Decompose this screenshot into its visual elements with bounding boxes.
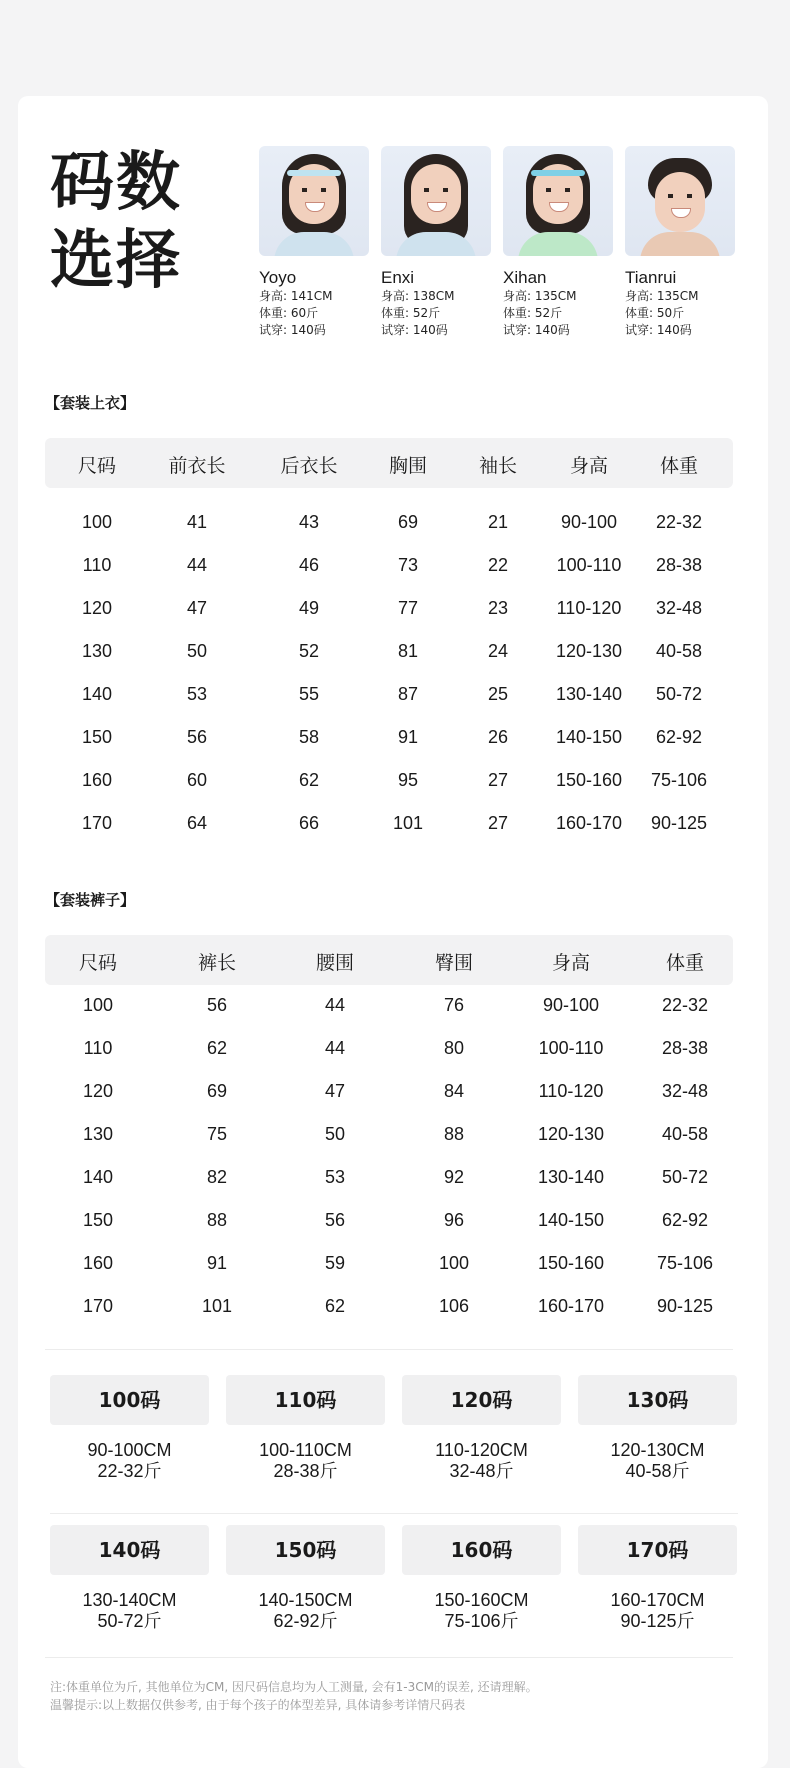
table-cell: 62-92 (655, 727, 703, 747)
model-height: 身高: 138CM (381, 289, 455, 303)
table-cell: 75-106 (650, 770, 708, 790)
table-cell: 101 (201, 1296, 233, 1316)
table-cell: 26 (487, 727, 509, 747)
table-cell: 52 (298, 641, 320, 661)
column-header: 体重 (659, 455, 699, 477)
table-cell: 62 (298, 770, 320, 790)
table-cell: 140 (82, 1167, 114, 1187)
table-cell: 110 (83, 1038, 113, 1058)
size-weight: 28-38斤 (273, 1461, 338, 1481)
size-height: 140-150CM (258, 1590, 353, 1610)
table-cell: 62-92 (661, 1210, 709, 1230)
table-cell: 27 (487, 770, 509, 790)
model-tried-size: 试穿: 140码 (503, 323, 570, 337)
table-cell: 160 (81, 770, 113, 790)
table-cell: 44 (324, 995, 346, 1015)
table-cell: 50 (324, 1124, 346, 1144)
table-cell: 50 (186, 641, 208, 661)
table-cell: 32-48 (655, 598, 703, 618)
model-tried-size: 试穿: 140码 (381, 323, 448, 337)
table-cell: 100-110 (538, 1038, 604, 1058)
table-cell: 91 (206, 1253, 228, 1273)
table-row (45, 1114, 733, 1157)
model-height: 身高: 135CM (503, 289, 577, 303)
table-row (45, 1071, 733, 1114)
column-header: 尺码 (78, 952, 118, 974)
table-cell: 101 (392, 813, 424, 833)
table-cell: 59 (324, 1253, 346, 1273)
size-height: 160-170CM (610, 1590, 705, 1610)
table-cell: 88 (206, 1210, 228, 1230)
table-cell: 53 (186, 684, 208, 704)
table-cell: 90-125 (650, 813, 708, 833)
table-header (45, 438, 733, 488)
table-cell: 21 (487, 512, 509, 532)
divider (45, 1349, 733, 1350)
table-cell: 95 (397, 770, 419, 790)
table-cell: 130-140 (537, 1167, 605, 1187)
table-cell: 90-100 (542, 995, 600, 1015)
size-card (578, 1375, 737, 1482)
model-name: Enxi (381, 268, 415, 287)
divider (50, 1513, 738, 1514)
table-cell: 120 (82, 1081, 114, 1101)
table-cell: 160-170 (555, 813, 623, 833)
size-card (50, 1375, 209, 1482)
size-guide (50, 1375, 738, 1675)
table-cell: 110-120 (556, 598, 622, 618)
table-cell: 90-125 (656, 1296, 714, 1316)
note-line: 注:体重单位为斤, 其他单位为CM, 因尺码信息均为人工测量, 会有1-3CM的误差, 还请理解。 (50, 1680, 538, 1694)
table-header (45, 935, 733, 985)
table-cell: 87 (397, 684, 419, 704)
table-cell: 150-160 (537, 1253, 605, 1273)
table-cell: 88 (443, 1124, 465, 1144)
table-cell: 46 (298, 555, 320, 575)
table-cell: 81 (397, 641, 419, 661)
table-cell: 58 (298, 727, 320, 747)
size-label: 100码 (50, 1375, 209, 1425)
column-header: 袖长 (478, 455, 518, 477)
table-cell: 106 (438, 1296, 470, 1316)
top-size-table (45, 438, 733, 846)
column-header: 前衣长 (168, 455, 226, 477)
size-label: 110码 (226, 1375, 385, 1425)
column-header: 身高 (551, 952, 591, 974)
size-label: 150码 (226, 1525, 385, 1575)
table-cell: 69 (397, 512, 419, 532)
table-cell: 96 (443, 1210, 465, 1230)
size-card (226, 1375, 385, 1482)
table-row (45, 1243, 733, 1286)
size-weight: 90-125斤 (620, 1611, 695, 1631)
table-cell: 44 (186, 555, 208, 575)
table-cell: 100 (81, 512, 113, 532)
table-cell: 100 (82, 995, 114, 1015)
table-row (45, 760, 733, 803)
table-cell: 64 (186, 813, 208, 833)
table-cell: 40-58 (661, 1124, 709, 1144)
column-header: 腰围 (315, 952, 355, 974)
size-guide-row (50, 1375, 738, 1525)
table-cell: 62 (324, 1296, 346, 1316)
table-cell: 41 (186, 512, 208, 532)
size-height: 130-140CM (82, 1590, 177, 1610)
table-cell: 130 (82, 1124, 114, 1144)
table-cell: 28-38 (655, 555, 703, 575)
table-cell: 100 (438, 1253, 470, 1273)
model-height: 身高: 135CM (625, 289, 699, 303)
table-cell: 28-38 (661, 1038, 709, 1058)
size-card (578, 1525, 737, 1632)
size-height: 90-100CM (87, 1440, 172, 1460)
model-weight: 体重: 60斤 (259, 306, 319, 320)
table-row (45, 985, 733, 1028)
column-header: 身高 (569, 455, 609, 477)
size-weight: 62-92斤 (273, 1611, 338, 1631)
table-cell: 62 (206, 1038, 228, 1058)
size-height: 100-110CM (259, 1440, 352, 1460)
top-table-label: 【套装上衣】 (45, 394, 136, 412)
table-row (45, 588, 733, 631)
model-name: Xihan (503, 268, 547, 287)
size-card (402, 1375, 561, 1482)
table-cell: 32-48 (661, 1081, 709, 1101)
table-cell: 150 (82, 1210, 114, 1230)
table-cell: 160-170 (537, 1296, 605, 1316)
size-guide-row (50, 1525, 738, 1675)
model-tried-size: 试穿: 140码 (259, 323, 326, 337)
size-label: 170码 (578, 1525, 737, 1575)
table-cell: 47 (324, 1081, 346, 1101)
size-label: 160码 (402, 1525, 561, 1575)
table-row (45, 717, 733, 760)
size-height: 150-160CM (434, 1590, 529, 1610)
column-header: 胸围 (388, 455, 428, 477)
size-weight: 22-32斤 (97, 1461, 162, 1481)
title-line-1: 码数 (50, 146, 182, 220)
note-line: 温馨提示:以上数据仅供参考, 由于每个孩子的体型差异, 具体请参考详情尺码表 (50, 1698, 466, 1712)
table-cell: 44 (324, 1038, 346, 1058)
table-cell: 27 (487, 813, 509, 833)
table-cell: 40-58 (655, 641, 703, 661)
column-header: 后衣长 (280, 455, 338, 477)
table-cell: 91 (397, 727, 419, 747)
size-height: 120-130CM (610, 1440, 705, 1460)
table-cell: 84 (443, 1081, 465, 1101)
size-label: 140码 (50, 1525, 209, 1575)
table-cell: 69 (206, 1081, 228, 1101)
column-header: 裤长 (197, 952, 237, 974)
table-cell: 110-120 (538, 1081, 604, 1101)
table-cell: 66 (298, 813, 320, 833)
pants-size-table (45, 935, 733, 1329)
table-cell: 73 (397, 555, 419, 575)
table-cell: 22 (487, 555, 509, 575)
size-weight: 75-106斤 (444, 1611, 519, 1631)
table-cell: 120 (81, 598, 113, 618)
size-label: 130码 (578, 1375, 737, 1425)
table-cell: 43 (298, 512, 320, 532)
table-cell: 140-150 (555, 727, 623, 747)
table-row (45, 1157, 733, 1200)
model-card (259, 146, 371, 339)
table-cell: 120-130 (555, 641, 623, 661)
table-cell: 47 (186, 598, 208, 618)
table-cell: 150-160 (555, 770, 623, 790)
model-photo (259, 146, 369, 256)
table-cell: 160 (82, 1253, 114, 1273)
model-photo (625, 146, 735, 256)
table-row (45, 674, 733, 717)
table-cell: 140 (81, 684, 113, 704)
model-tried-size: 试穿: 140码 (625, 323, 692, 337)
divider (45, 1657, 733, 1658)
size-weight: 50-72斤 (97, 1611, 162, 1631)
model-photo (503, 146, 613, 256)
table-row (45, 1028, 733, 1071)
size-card (50, 1525, 209, 1632)
model-photo (381, 146, 491, 256)
size-height: 110-120CM (435, 1440, 528, 1460)
table-cell: 25 (487, 684, 509, 704)
model-weight: 体重: 52斤 (503, 306, 563, 320)
table-cell: 56 (324, 1210, 346, 1230)
table-cell: 56 (186, 727, 208, 747)
table-row (45, 803, 733, 846)
title-line-2: 选择 (50, 224, 182, 298)
table-cell: 76 (443, 995, 465, 1015)
table-cell: 49 (298, 598, 320, 618)
table-cell: 50-72 (655, 684, 703, 704)
table-row (45, 502, 733, 545)
table-cell: 50-72 (661, 1167, 709, 1187)
model-card (381, 146, 493, 339)
table-row (45, 1200, 733, 1243)
page-title (50, 144, 182, 300)
table-cell: 75 (206, 1124, 228, 1144)
column-header: 体重 (665, 952, 705, 974)
size-card (226, 1525, 385, 1632)
column-header: 尺码 (77, 455, 117, 477)
table-cell: 130 (81, 641, 113, 661)
table-cell: 120-130 (537, 1124, 605, 1144)
model-name: Tianrui (625, 268, 677, 287)
model-weight: 体重: 50斤 (625, 306, 685, 320)
table-cell: 75-106 (656, 1253, 714, 1273)
model-list (259, 146, 751, 346)
table-cell: 56 (206, 995, 228, 1015)
table-cell: 110 (82, 555, 112, 575)
table-row (45, 545, 733, 588)
table-row (45, 631, 733, 674)
model-weight: 体重: 52斤 (381, 306, 441, 320)
table-cell: 170 (81, 813, 113, 833)
table-cell: 80 (443, 1038, 465, 1058)
size-label: 120码 (402, 1375, 561, 1425)
table-cell: 55 (298, 684, 320, 704)
footnote (50, 1678, 538, 1714)
table-cell: 60 (186, 770, 208, 790)
table-cell: 53 (324, 1167, 346, 1187)
size-card (402, 1525, 561, 1632)
table-cell: 22-32 (655, 512, 703, 532)
model-name: Yoyo (259, 268, 297, 287)
table-row (45, 1286, 733, 1329)
table-cell: 170 (82, 1296, 114, 1316)
table-cell: 24 (487, 641, 509, 661)
table-cell: 140-150 (537, 1210, 605, 1230)
table-cell: 82 (206, 1167, 228, 1187)
size-weight: 32-48斤 (449, 1461, 514, 1481)
table-cell: 23 (487, 598, 509, 618)
table-cell: 100-110 (556, 555, 622, 575)
table-cell: 90-100 (560, 512, 618, 532)
table-cell: 150 (81, 727, 113, 747)
table-cell: 92 (443, 1167, 465, 1187)
model-height: 身高: 141CM (259, 289, 333, 303)
table-cell: 22-32 (661, 995, 709, 1015)
model-card (625, 146, 737, 339)
column-header: 臀围 (434, 952, 474, 974)
size-chart-card (18, 96, 768, 1768)
pants-table-label: 【套装裤子】 (45, 891, 136, 909)
table-cell: 77 (397, 598, 419, 618)
model-card (503, 146, 615, 339)
size-weight: 40-58斤 (625, 1461, 690, 1481)
table-cell: 130-140 (555, 684, 623, 704)
